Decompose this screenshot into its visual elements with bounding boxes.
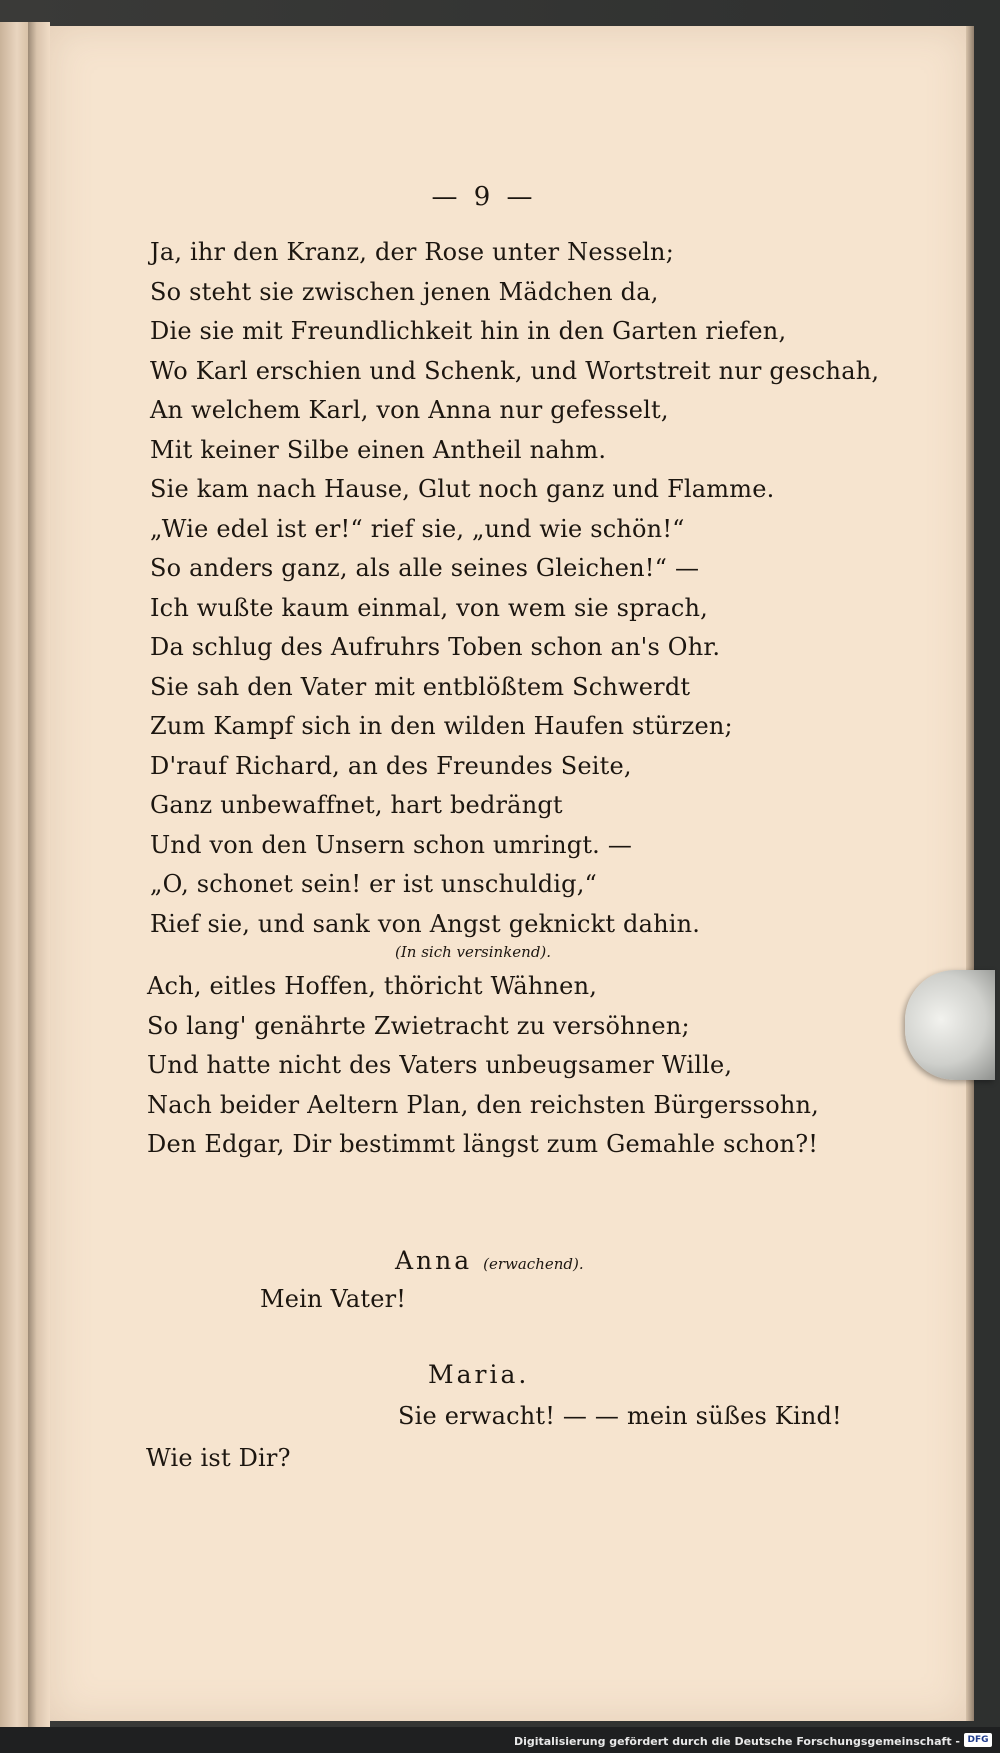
stage-direction: (In sich versinkend). [395,943,552,961]
verse-line: Nach beider Aeltern Plan, den reichsten Bürgerssohn, [147,1090,819,1119]
verse-line: So anders ganz, als alle seines Gleichen!“ — [150,554,700,582]
speaker-anna-note: (erwachend). [483,1255,584,1273]
anna-line: Mein Vater! [260,1285,407,1313]
verse-line: Mit keiner Silbe einen Antheil nahm. [150,435,607,464]
verse-line: Ja, ihr den Kranz, der Rose unter Nesseln; [150,238,675,266]
verse-line: Und hatte nicht des Vaters unbeugsamer Wille, [147,1051,733,1079]
verse-line: Ich wußte kaum einmal, von wem sie sprach, [150,593,708,622]
verse-line: Und von den Unsern schon umringt. — [150,830,633,859]
verse-line: An welchem Karl, von Anna nur gefesselt, [150,396,669,424]
verse-line: Den Edgar, Dir bestimmt längst zum Gemahle schon?! [147,1130,819,1158]
verse-line: So lang' genährte Zwietracht zu versöhnen; [147,1011,690,1040]
speaker-maria: Maria. [428,1360,530,1389]
verse-line: Ach, eitles Hoffen, thöricht Wähnen, [147,972,598,1000]
verse-line: Wo Karl erschien und Schenk, und Wortstreit nur geschah, [150,356,880,385]
speaker-anna-name: Anna [395,1246,473,1275]
footer-credit: Digitalisierung gefördert durch die Deutsche Forschungsgemeinschaft - [513,1735,960,1748]
verse-line: So steht sie zwischen jenen Mädchen da, [150,277,659,306]
verse-line: Sie sah den Vater mit entblößtem Schwerdt [150,672,691,701]
verse-line: Ganz unbewaffnet, hart bedrängt [150,791,563,819]
verse-line: Sie kam nach Hause, Glut noch ganz und Flamme. [150,475,775,503]
verse-line: Zum Kampf sich in den wilden Haufen stürzen; [150,712,733,740]
book-gutter [28,22,50,1727]
maria-line-1: Sie erwacht! — — mein süßes Kind! [398,1402,842,1430]
page-number: — 9 — [431,182,537,212]
left-page-edge [0,22,29,1727]
verse-line: „O, schonet sein! er ist unschuldig,“ [150,870,598,898]
page-tab-clip [905,970,995,1080]
maria-line-2: Wie ist Dir? [146,1444,291,1472]
dfg-logo: DFG [964,1733,992,1747]
verse-line: „Wie edel ist er!“ rief sie, „und wie schön!“ [150,514,685,543]
verse-line: D'rauf Richard, an des Freundes Seite, [150,751,632,780]
verse-line: Rief sie, und sank von Angst geknickt dahin. [150,909,701,938]
speaker-anna [395,1246,584,1275]
page-right-edge [966,26,974,1721]
verse-line: Die sie mit Freundlichkeit hin in den Garten riefen, [150,317,787,345]
verse-line: Da schlug des Aufruhrs Toben schon an's Ohr. [150,633,721,661]
